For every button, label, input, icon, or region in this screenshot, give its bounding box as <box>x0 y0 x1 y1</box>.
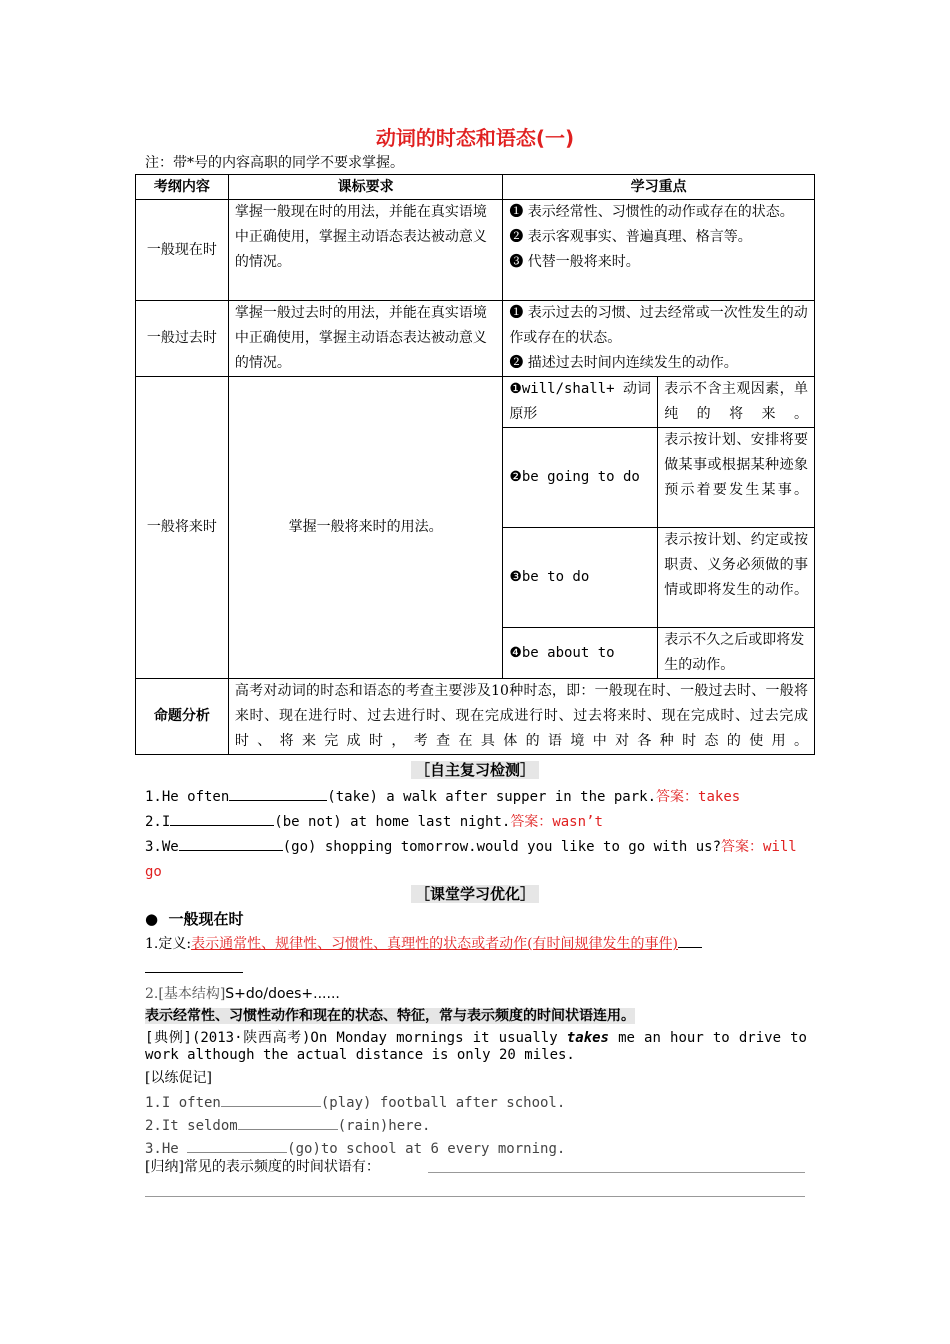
table-header-row <box>136 175 815 200</box>
future-meaning-cell: 表示按计划、安排将要做某事或根据某种迹象预示着要发生某事。 <box>658 428 815 528</box>
practice-list <box>145 1092 810 1161</box>
analysis-label: 命题分析 <box>136 679 229 755</box>
topic-cell: 一般将来时 <box>136 377 229 679</box>
answer-blank[interactable] <box>187 1138 287 1153</box>
table-row <box>136 377 815 428</box>
summary-underline[interactable] <box>428 1172 805 1173</box>
future-form-cell: ❶will/shall+ 动词原形 <box>503 377 658 428</box>
answer-blank[interactable] <box>238 1115 338 1130</box>
self-check-heading: ［自主复习检测］ <box>0 759 950 780</box>
answer-blank[interactable] <box>229 786 327 801</box>
topic-cell: 一般过去时 <box>136 301 229 377</box>
table-row <box>136 301 815 377</box>
future-form-cell: ❷be going to do <box>503 428 658 528</box>
class-heading: ［课堂学习优化］ <box>0 883 950 904</box>
answer-blank[interactable] <box>179 836 283 851</box>
answer-blank[interactable] <box>170 811 274 826</box>
summary-underline-2[interactable] <box>145 1196 805 1197</box>
focus-point: ❶ 表示经常性、习惯性的动作或存在的状态。 <box>509 204 794 220</box>
summary: [归纳]常见的表示频度的时间状语有： <box>145 1159 380 1175</box>
definition: 1.定义:表示通常性、规律性、习惯性、真理性的状态或者动作(有时间规律发生的事件) <box>145 933 810 953</box>
topic-cell: 一般现在时 <box>136 200 229 301</box>
practice-item: 2.It seldom (rain)here. <box>145 1115 810 1138</box>
table-row <box>136 200 815 301</box>
header-topic: 考纲内容 <box>136 175 229 200</box>
syllabus-table <box>135 174 815 755</box>
answer-blank[interactable] <box>221 1092 321 1107</box>
future-meaning-cell: 表示不含主观因素，单纯的将来。 <box>658 377 815 428</box>
future-form-cell: ❹be about to <box>503 628 658 679</box>
requirement-cell: 掌握一般将来时的用法。 <box>228 377 502 679</box>
requirement-cell: 掌握一般过去时的用法，并能在真实语境中正确使用，掌握主动语态表达被动意义的情况。 <box>228 301 502 377</box>
note: 注：带*号的内容高职的同学不要求掌握。 <box>145 155 404 171</box>
exercise-item: 3.We (go) shopping tomorrow.would you like to go with us?答案：will go <box>145 835 805 885</box>
practice-item: 1.I often (play) football after school. <box>145 1092 810 1115</box>
self-check-list <box>145 785 810 885</box>
practice-item: 3.He (go)to school at 6 every morning. <box>145 1138 810 1161</box>
focus-point: ❶ 表示过去的习惯、过去经常或一次性发生的动作或存在的状态。 <box>509 305 808 346</box>
bullet-icon: ● <box>145 910 159 928</box>
analysis-cell: 高考对动词的时态和语态的考查主要涉及10种时态，即：一般现在时、一般过去时、一般将来时、现在进行时、过去进行时、现在完成进行时、过去将来时、现在完成时、过去完成时、将来完成时，考查在具体的语境中对各种时态的使用。 <box>228 679 814 755</box>
header-requirement: 课标要求 <box>228 175 502 200</box>
section-subtitle: ● 一般现在时 <box>145 910 244 928</box>
exercise-item: 2.I (be not) at home last night.答案：wasn’t <box>145 810 810 835</box>
header-focus: 学习重点 <box>503 175 815 200</box>
structure: 2.[基本结构]S+do/does+...... <box>145 986 340 1002</box>
definition-underline <box>145 972 243 973</box>
future-meaning-cell: 表示按计划、约定或按职责、义务必须做的事情或即将发生的动作。 <box>658 528 815 628</box>
focus-point: ❷ 表示客观事实、普遍真理、格言等。 <box>509 229 752 245</box>
focus-point: ❸ 代替一般将来时。 <box>509 254 640 270</box>
requirement-cell: 掌握一般现在时的用法，并能在真实语境中正确使用，掌握主动语态表达被动意义的情况。 <box>228 200 502 301</box>
highlight-rule: 表示经常性、习惯性动作和现在的状态、特征，常与表示频度的时间状语连用。 <box>145 1008 635 1024</box>
table-row <box>136 679 815 755</box>
focus-cell <box>503 200 815 301</box>
focus-point: ❷ 描述过去时间内连续发生的动作。 <box>509 355 738 371</box>
page-title: 动词的时态和语态(一) <box>375 126 575 150</box>
exercise-item: 1.He often (take) a walk after supper in the park.答案：takes <box>145 785 810 810</box>
focus-cell <box>503 301 815 377</box>
future-form-cell: ❸be to do <box>503 528 658 628</box>
practice-label: [以练促记] <box>145 1070 212 1086</box>
example: [典例](2013·陕西高考)On Monday mornings it usually takes me an hour to drive to work although the actual distance is only 20 miles. <box>145 1030 807 1063</box>
future-meaning-cell: 表示不久之后或即将发生的动作。 <box>658 628 815 679</box>
